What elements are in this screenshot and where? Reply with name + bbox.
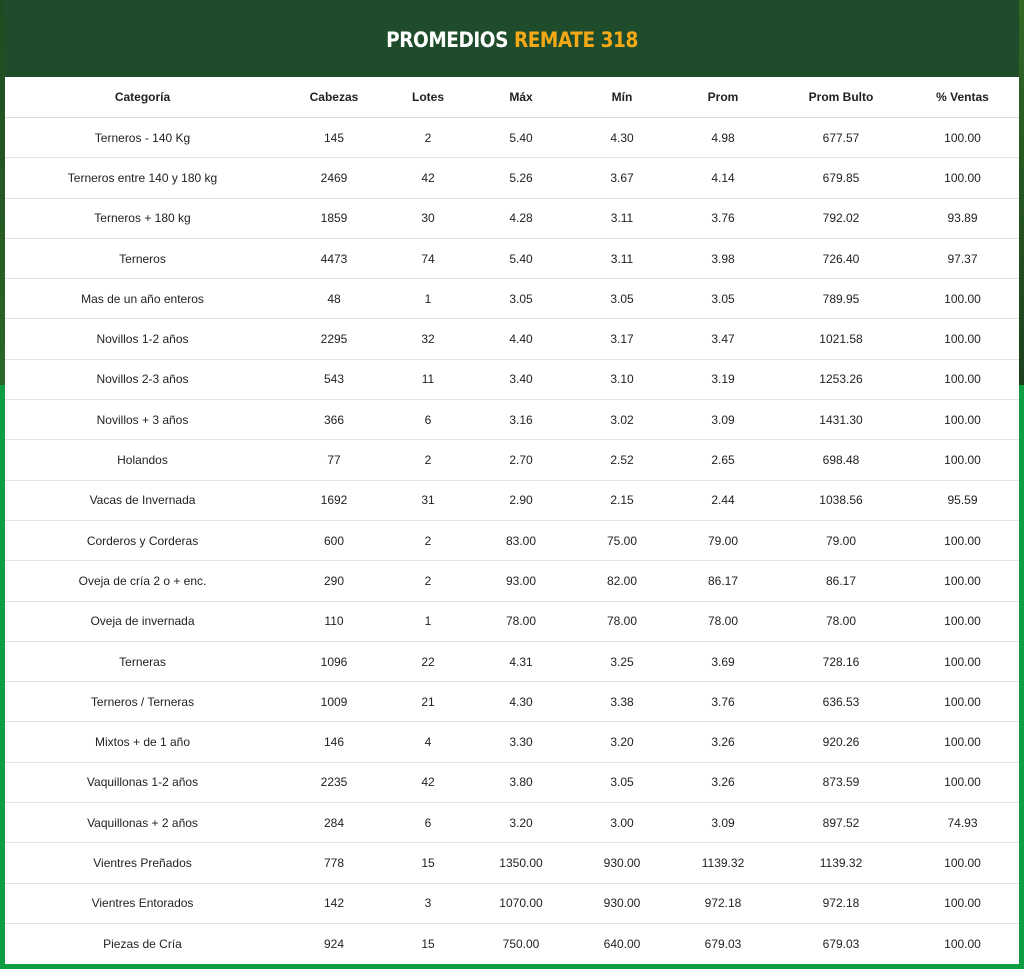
cell-min: 2.52 [574, 440, 670, 480]
cell-categoria: Terneros - 140 Kg [5, 118, 280, 158]
cell-prom-bulto: 679.03 [822, 936, 860, 951]
cell-prom: 4.98 [670, 118, 776, 158]
cell-max: 78.00 [468, 601, 574, 641]
cell-ventas: 100.00 [906, 400, 1019, 440]
table-row [5, 762, 1019, 802]
cell-cabezas: 110 [280, 601, 388, 641]
cell-lotes: 31 [388, 480, 468, 520]
cell-min: 640.00 [603, 936, 641, 951]
cell-lotes: 11 [388, 359, 468, 399]
cell-ventas: 100.00 [906, 843, 1019, 883]
table-row [5, 118, 1019, 158]
cell-prom-bulto: 1253.26 [776, 359, 906, 399]
cell-categoria: Terneros [5, 238, 280, 278]
cell-prom-bulto: 636.53 [776, 682, 906, 722]
cell-lotes: 15 [421, 936, 435, 951]
cell-prom: 3.76 [670, 682, 776, 722]
cell-ventas: 74.93 [906, 803, 1019, 843]
cell-prom-bulto: 86.17 [776, 561, 906, 601]
cell-cabezas: 2469 [280, 158, 388, 198]
table-row [5, 601, 1019, 641]
cell-prom: 3.69 [670, 641, 776, 681]
cell-prom: 3.26 [670, 762, 776, 802]
cell-ventas: 95.59 [906, 480, 1019, 520]
cell-ventas: 100.00 [906, 118, 1019, 158]
column-header-ventas: % Ventas [906, 77, 1019, 118]
cell-lotes: 42 [388, 158, 468, 198]
cell-categoria: Corderos y Corderas [5, 520, 280, 560]
cell-max: 3.30 [468, 722, 574, 762]
cell-max: 5.40 [468, 118, 574, 158]
cell-min: 3.17 [574, 319, 670, 359]
cell-cabezas: 366 [280, 400, 388, 440]
cell-max: 3.20 [468, 803, 574, 843]
cell-prom-bulto: 1431.30 [776, 400, 906, 440]
cell-lotes: 6 [388, 400, 468, 440]
cell-prom-bulto: 78.00 [776, 601, 906, 641]
page-header [5, 0, 1019, 77]
cell-max: 2.90 [468, 480, 574, 520]
cell-prom-bulto: 792.02 [776, 198, 906, 238]
cell-ventas: 100.00 [944, 936, 981, 951]
cell-cabezas: 146 [280, 722, 388, 762]
cell-min: 3.11 [574, 198, 670, 238]
cell-cabezas: 1692 [280, 480, 388, 520]
cell-min: 3.67 [574, 158, 670, 198]
cell-prom-bulto: 728.16 [776, 641, 906, 681]
cell-max: 83.00 [468, 520, 574, 560]
cell-categoria: Holandos [5, 440, 280, 480]
table-row [5, 722, 1019, 762]
cell-max: 3.40 [468, 359, 574, 399]
page-title [386, 28, 638, 52]
cell-categoria: Terneros entre 140 y 180 kg [5, 158, 280, 198]
cell-ventas: 100.00 [906, 158, 1019, 198]
cell-prom: 3.76 [670, 198, 776, 238]
cell-prom: 3.05 [670, 279, 776, 319]
table-row [5, 883, 1019, 923]
cell-cabezas: 142 [280, 883, 388, 923]
cell-min: 75.00 [574, 520, 670, 560]
table-body [5, 118, 1019, 964]
table-row [5, 923, 1019, 963]
cell-cabezas: 2295 [280, 319, 388, 359]
cell-prom: 4.14 [670, 158, 776, 198]
cell-categoria: Terneros / Terneras [5, 682, 280, 722]
table-row [5, 319, 1019, 359]
cell-prom: 79.00 [670, 520, 776, 560]
cell-prom-bulto: 972.18 [776, 883, 906, 923]
cell-max: 3.05 [468, 279, 574, 319]
cell-max: 3.16 [468, 400, 574, 440]
table-row [5, 400, 1019, 440]
cell-min: 3.20 [574, 722, 670, 762]
cell-prom-bulto: 79.00 [776, 520, 906, 560]
cell-categoria: Mas de un año enteros [5, 279, 280, 319]
cell-prom: 3.98 [670, 238, 776, 278]
cell-max: 2.70 [468, 440, 574, 480]
cell-prom-bulto: 873.59 [776, 762, 906, 802]
cell-lotes: 2 [388, 118, 468, 158]
cell-prom: 972.18 [670, 883, 776, 923]
cell-ventas: 93.89 [906, 198, 1019, 238]
cell-categoria: Vacas de Invernada [5, 480, 280, 520]
cell-prom-bulto: 920.26 [776, 722, 906, 762]
cell-categoria: Terneros + 180 kg [5, 198, 280, 238]
cell-prom: 78.00 [670, 601, 776, 641]
cell-categoria: Mixtos + de 1 año [5, 722, 280, 762]
cell-categoria: Terneras [5, 641, 280, 681]
cell-cabezas: 4473 [280, 238, 388, 278]
cell-min: 3.05 [574, 279, 670, 319]
column-header-prom: Prom [670, 77, 776, 118]
cell-ventas: 100.00 [906, 722, 1019, 762]
table-row [5, 682, 1019, 722]
column-header-prom-bulto: Prom Bulto [776, 77, 906, 118]
cell-cabezas: 77 [280, 440, 388, 480]
table-row [5, 480, 1019, 520]
cell-prom: 2.44 [670, 480, 776, 520]
results-panel [5, 0, 1019, 964]
cell-ventas: 100.00 [906, 601, 1019, 641]
cell-ventas: 100.00 [906, 641, 1019, 681]
cell-max: 1350.00 [468, 843, 574, 883]
cell-ventas: 100.00 [906, 762, 1019, 802]
column-header-categoria: Categoría [5, 77, 280, 118]
table-row [5, 641, 1019, 681]
cell-max: 93.00 [468, 561, 574, 601]
cell-lotes: 32 [388, 319, 468, 359]
title-accent: REMATE 318 [513, 27, 638, 52]
table-row [5, 843, 1019, 883]
cell-prom: 3.19 [670, 359, 776, 399]
cell-min: 82.00 [574, 561, 670, 601]
cell-prom: 86.17 [670, 561, 776, 601]
cell-prom: 3.09 [670, 803, 776, 843]
cell-categoria: Oveja de invernada [5, 601, 280, 641]
cell-prom: 3.09 [670, 400, 776, 440]
cell-cabezas: 2235 [280, 762, 388, 802]
cell-cabezas: 145 [280, 118, 388, 158]
cell-min: 78.00 [574, 601, 670, 641]
cell-prom-bulto: 698.48 [776, 440, 906, 480]
cell-ventas: 97.37 [906, 238, 1019, 278]
cell-min: 4.30 [574, 118, 670, 158]
cell-cabezas: 284 [280, 803, 388, 843]
cell-cabezas: 48 [280, 279, 388, 319]
cell-max: 4.30 [468, 682, 574, 722]
cell-ventas: 100.00 [906, 279, 1019, 319]
cell-categoria: Novillos 2-3 años [5, 359, 280, 399]
cell-lotes: 2 [388, 440, 468, 480]
cell-min: 3.38 [574, 682, 670, 722]
cell-cabezas: 1096 [280, 641, 388, 681]
cell-lotes: 6 [388, 803, 468, 843]
cell-lotes: 2 [388, 520, 468, 560]
cell-prom: 3.26 [670, 722, 776, 762]
cell-cabezas: 600 [280, 520, 388, 560]
cell-lotes: 42 [388, 762, 468, 802]
cell-prom-bulto: 1021.58 [776, 319, 906, 359]
cell-ventas: 100.00 [906, 319, 1019, 359]
cell-prom-bulto: 789.95 [776, 279, 906, 319]
cell-categoria: Oveja de cría 2 o + enc. [5, 561, 280, 601]
cell-categoria: Vaquillonas 1-2 años [5, 762, 280, 802]
cell-ventas: 100.00 [906, 561, 1019, 601]
cell-ventas: 100.00 [906, 359, 1019, 399]
cell-min: 3.10 [574, 359, 670, 399]
cell-max: 3.80 [468, 762, 574, 802]
cell-min: 930.00 [574, 843, 670, 883]
cell-prom-bulto: 677.57 [776, 118, 906, 158]
title-main: PROMEDIOS [386, 27, 508, 52]
cell-min: 930.00 [574, 883, 670, 923]
cell-categoria: Novillos + 3 años [5, 400, 280, 440]
cell-prom-bulto: 1139.32 [776, 843, 906, 883]
cell-ventas: 100.00 [906, 440, 1019, 480]
table-row [5, 238, 1019, 278]
cell-lotes: 4 [388, 722, 468, 762]
column-header-max: Máx [468, 77, 574, 118]
cell-lotes: 22 [388, 641, 468, 681]
table-row [5, 561, 1019, 601]
cell-cabezas: 1009 [280, 682, 388, 722]
cell-categoria: Novillos 1-2 años [5, 319, 280, 359]
cell-cabezas: 1859 [280, 198, 388, 238]
cell-max: 4.28 [468, 198, 574, 238]
table-row [5, 279, 1019, 319]
column-header-cabezas: Cabezas [280, 77, 388, 118]
cell-max: 1070.00 [468, 883, 574, 923]
cell-lotes: 2 [388, 561, 468, 601]
column-header-min: Mín [574, 77, 670, 118]
cell-min: 3.05 [574, 762, 670, 802]
cell-min: 3.00 [574, 803, 670, 843]
cell-prom-bulto: 726.40 [776, 238, 906, 278]
cell-lotes: 30 [388, 198, 468, 238]
cell-cabezas: 778 [280, 843, 388, 883]
cell-prom: 2.65 [670, 440, 776, 480]
cell-max: 4.40 [468, 319, 574, 359]
cell-cabezas: 924 [323, 936, 345, 951]
table-row [5, 158, 1019, 198]
cell-categoria: Vaquillonas + 2 años [5, 803, 280, 843]
cell-lotes: 3 [388, 883, 468, 923]
cell-lotes: 21 [388, 682, 468, 722]
cell-lotes: 74 [388, 238, 468, 278]
column-header-lotes: Lotes [388, 77, 468, 118]
table-row [5, 520, 1019, 560]
cell-min: 3.25 [574, 641, 670, 681]
cell-prom-bulto: 1038.56 [776, 480, 906, 520]
cell-cabezas: 543 [280, 359, 388, 399]
cell-prom: 679.03 [704, 936, 742, 951]
cell-prom-bulto: 679.85 [776, 158, 906, 198]
cell-prom: 3.47 [670, 319, 776, 359]
cell-categoria: Piezas de Cría [103, 936, 182, 951]
table-row [5, 803, 1019, 843]
cell-max: 4.31 [468, 641, 574, 681]
cell-max: 750.00 [502, 936, 540, 951]
cell-min: 3.11 [574, 238, 670, 278]
cell-prom: 1139.32 [670, 843, 776, 883]
cell-max: 5.40 [468, 238, 574, 278]
cell-min: 3.02 [574, 400, 670, 440]
table-header-row [5, 77, 1019, 118]
cell-categoria: Vientres Preñados [5, 843, 280, 883]
cell-lotes: 1 [388, 601, 468, 641]
cell-max: 5.26 [468, 158, 574, 198]
cell-prom-bulto: 897.52 [776, 803, 906, 843]
cell-lotes: 1 [388, 279, 468, 319]
cell-ventas: 100.00 [906, 520, 1019, 560]
cell-ventas: 100.00 [906, 682, 1019, 722]
averages-table [5, 77, 1019, 963]
table-row [5, 440, 1019, 480]
cell-ventas: 100.00 [906, 883, 1019, 923]
cell-lotes: 15 [388, 843, 468, 883]
cell-cabezas: 290 [280, 561, 388, 601]
cell-min: 2.15 [574, 480, 670, 520]
table-row [5, 359, 1019, 399]
cell-categoria: Vientres Entorados [5, 883, 280, 923]
table-row [5, 198, 1019, 238]
